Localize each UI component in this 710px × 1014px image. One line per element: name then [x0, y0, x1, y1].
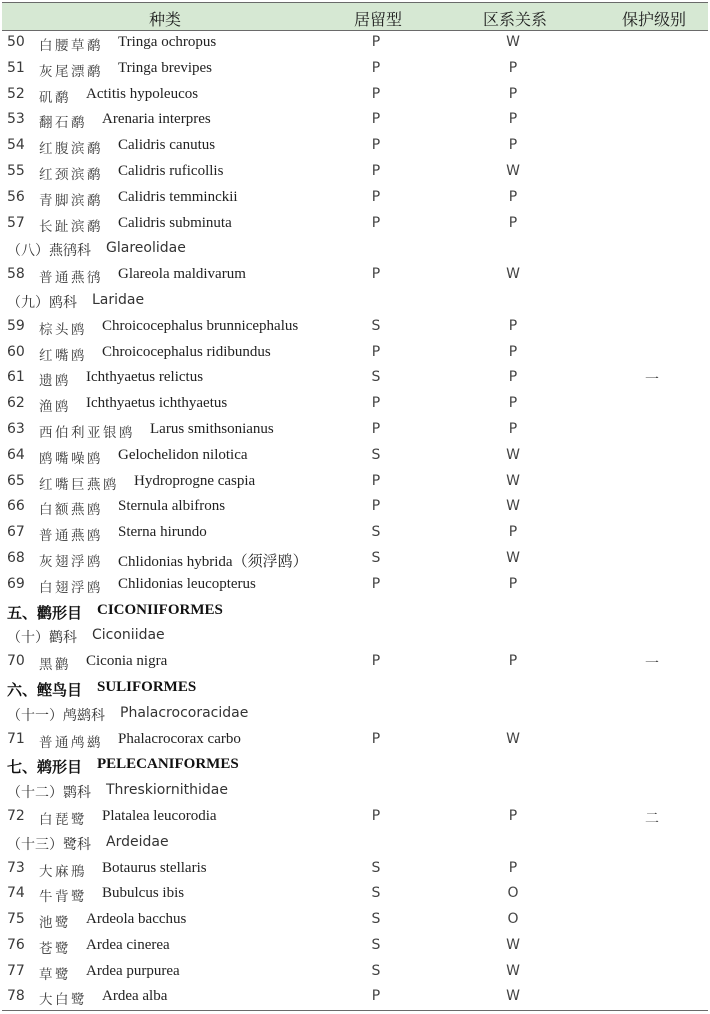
species-row — [0, 727, 710, 753]
species-number: 51 — [7, 59, 25, 76]
species-chinese-name: 红嘴巨燕鸥 — [39, 476, 119, 493]
species-number: 73 — [7, 859, 25, 876]
species-row — [0, 417, 710, 443]
species-number: 52 — [7, 85, 25, 102]
order-latin-name: CICONIIFORMES — [97, 601, 223, 618]
species-row — [0, 391, 710, 417]
species-scientific-name: Ardeola bacchus — [86, 911, 187, 928]
species-scientific-name: Ichthyaetus ichthyaetus — [86, 395, 228, 412]
protection-level: 一 — [645, 372, 659, 389]
species-scientific-name: Chroicocephalus brunnicephalus — [102, 317, 299, 334]
species-row — [0, 572, 710, 598]
residency-type: P — [371, 395, 381, 412]
region-relation: W — [506, 34, 520, 50]
species-scientific-name: Phalacrocorax carbo — [118, 730, 241, 747]
species-chinese-name: 白额燕鸥 — [39, 502, 103, 519]
species-row — [0, 30, 710, 56]
family-latin-name: Phalacrocoracidae — [120, 704, 249, 721]
species-row — [0, 959, 710, 985]
family-latin-name: Ciconiidae — [92, 627, 165, 644]
family-chinese-name: （八）燕鸻科 — [7, 243, 91, 260]
residency-type: S — [371, 524, 381, 541]
species-row — [0, 340, 710, 366]
residency-type: P — [371, 59, 381, 76]
species-scientific-name: Chlidonias leucopterus — [118, 575, 256, 592]
order-latin-name: PELECANIFORMES — [97, 756, 239, 773]
species-row — [0, 159, 710, 185]
species-number: 70 — [7, 653, 25, 670]
species-number: 58 — [7, 266, 25, 283]
species-chinese-name: 鸥嘴噪鸥 — [39, 450, 103, 467]
species-chinese-name: 黑鹳 — [39, 657, 71, 674]
species-chinese-name: 大麻鳽 — [39, 863, 87, 880]
family-chinese-name: （九）鸥科 — [7, 294, 77, 311]
protection-level: 一 — [645, 656, 659, 673]
species-chinese-name: 长趾滨鹬 — [39, 218, 103, 235]
species-chinese-name: 青脚滨鹬 — [39, 192, 103, 209]
region-relation: P — [508, 653, 518, 670]
residency-type: S — [371, 859, 381, 876]
species-row — [0, 133, 710, 159]
species-number: 75 — [7, 911, 25, 928]
family-row — [0, 288, 710, 314]
order-chinese-name: 五、鹳形目 — [7, 603, 83, 622]
species-row — [0, 365, 710, 391]
order-row — [0, 598, 710, 624]
species-chinese-name: 灰尾漂鹬 — [39, 63, 103, 80]
species-scientific-name: Arenaria interpres — [102, 111, 211, 128]
region-relation: W — [506, 446, 520, 463]
header-protection: 保护级别 — [621, 10, 687, 29]
species-row — [0, 984, 710, 1010]
header-residency: 居留型 — [353, 10, 403, 29]
residency-type: P — [371, 472, 381, 489]
species-row — [0, 933, 710, 959]
species-row — [0, 262, 710, 288]
order-chinese-name: 六、鲣鸟目 — [7, 680, 83, 699]
order-row — [0, 675, 710, 701]
table-bottom-rule — [2, 1010, 708, 1011]
region-relation: W — [506, 936, 520, 953]
species-number: 54 — [7, 137, 25, 154]
species-scientific-name: Ardea cinerea — [86, 936, 170, 953]
species-scientific-name: Ciconia nigra — [86, 653, 168, 670]
residency-type: P — [371, 420, 381, 437]
species-scientific-name: Ardea alba — [102, 988, 168, 1005]
species-scientific-name: Hydroprogne caspia — [134, 472, 256, 489]
family-row — [0, 236, 710, 262]
family-latin-name: Laridae — [92, 291, 145, 308]
species-scientific-name: Ichthyaetus relictus — [86, 369, 204, 386]
region-relation: P — [508, 137, 518, 154]
table-header — [2, 2, 708, 31]
region-relation: P — [508, 369, 518, 386]
residency-type: P — [371, 653, 381, 670]
species-row — [0, 856, 710, 882]
species-number: 78 — [7, 988, 25, 1005]
residency-type: P — [371, 85, 381, 102]
species-number: 62 — [7, 395, 25, 412]
species-chinese-name: 普通鸬鹚 — [39, 734, 103, 751]
region-relation: P — [508, 575, 518, 592]
family-chinese-name: （十一）鸬鹚科 — [7, 707, 105, 724]
species-chinese-name: 红嘴鸥 — [39, 347, 87, 364]
species-scientific-name: Calidris subminuta — [118, 214, 232, 231]
species-scientific-name: Sternula albifrons — [118, 498, 226, 515]
family-latin-name: Ardeidae — [106, 833, 169, 850]
species-chinese-name: 红腹滨鹬 — [39, 141, 103, 158]
species-row — [0, 56, 710, 82]
residency-type: P — [371, 188, 381, 205]
header-species: 种类 — [148, 10, 182, 29]
region-relation: P — [508, 111, 518, 128]
species-number: 67 — [7, 524, 25, 541]
region-relation: W — [506, 266, 520, 283]
region-relation: P — [508, 214, 518, 231]
header-region: 区系关系 — [482, 10, 548, 29]
species-scientific-name: Tringa brevipes — [118, 59, 213, 76]
species-chinese-name: 白腰草鹬 — [39, 38, 103, 54]
species-number: 50 — [7, 34, 25, 50]
species-scientific-name: Bubulcus ibis — [102, 885, 185, 902]
species-chinese-name: 苍鹭 — [39, 940, 71, 957]
species-scientific-name: Larus smithsonianus — [150, 420, 274, 437]
family-chinese-name: （十三）鹭科 — [7, 836, 91, 853]
species-chinese-name: 西伯利亚银鸥 — [39, 424, 135, 441]
region-relation: W — [506, 962, 520, 979]
region-relation: O — [507, 911, 519, 928]
residency-type: P — [371, 111, 381, 128]
species-scientific-name: Gelochelidon nilotica — [118, 446, 248, 463]
species-scientific-name: Chlidonias hybrida（须浮鸥） — [118, 553, 308, 570]
region-relation: P — [508, 59, 518, 76]
family-latin-name: Threskiornithidae — [106, 782, 228, 799]
residency-type: P — [371, 266, 381, 283]
species-row — [0, 82, 710, 108]
species-number: 57 — [7, 214, 25, 231]
residency-type: P — [371, 34, 381, 50]
region-relation: P — [508, 524, 518, 541]
species-scientific-name: Platalea leucorodia — [102, 807, 217, 824]
species-scientific-name: Botaurus stellaris — [102, 859, 207, 876]
species-number: 76 — [7, 936, 25, 953]
species-number: 72 — [7, 807, 25, 824]
residency-type: S — [371, 885, 381, 902]
region-relation: P — [508, 188, 518, 205]
family-row — [0, 778, 710, 804]
residency-type: S — [371, 446, 381, 463]
species-chinese-name: 普通燕鸻 — [39, 270, 103, 287]
species-chinese-name: 白翅浮鸥 — [39, 579, 103, 596]
residency-type: P — [371, 807, 381, 824]
species-number: 61 — [7, 369, 25, 386]
table-body — [0, 30, 710, 1010]
family-chinese-name: （十）鹳科 — [7, 630, 77, 647]
family-latin-name: Glareolidae — [106, 240, 186, 257]
species-number: 65 — [7, 472, 25, 489]
species-chinese-name: 牛背鹭 — [39, 889, 87, 906]
species-scientific-name: Chroicocephalus ridibundus — [102, 343, 271, 360]
species-chinese-name: 池鹭 — [39, 915, 71, 932]
species-number: 60 — [7, 343, 25, 360]
species-row — [0, 907, 710, 933]
species-row — [0, 546, 710, 572]
species-chinese-name: 灰翅浮鸥 — [39, 553, 103, 570]
species-number: 59 — [7, 317, 25, 334]
region-relation: P — [508, 807, 518, 824]
residency-type: P — [371, 498, 381, 515]
order-latin-name: SULIFORMES — [97, 678, 197, 695]
region-relation: P — [508, 420, 518, 437]
species-chinese-name: 遗鸥 — [39, 373, 71, 390]
species-row — [0, 314, 710, 340]
species-scientific-name: Calidris ruficollis — [118, 162, 224, 179]
region-relation: W — [506, 549, 520, 566]
species-chinese-name: 大白鹭 — [39, 992, 87, 1009]
species-chinese-name: 翻石鹬 — [39, 115, 87, 132]
family-row — [0, 830, 710, 856]
residency-type: P — [371, 343, 381, 360]
region-relation: W — [506, 472, 520, 489]
region-relation: W — [506, 988, 520, 1005]
residency-type: P — [371, 137, 381, 154]
species-number: 64 — [7, 446, 25, 463]
order-chinese-name: 七、鹈形目 — [7, 758, 83, 777]
region-relation: W — [506, 162, 520, 179]
residency-type: S — [371, 962, 381, 979]
region-relation: W — [506, 498, 520, 515]
residency-type: S — [371, 549, 381, 566]
species-row — [0, 649, 710, 675]
species-row — [0, 520, 710, 546]
region-relation: P — [508, 859, 518, 876]
species-chinese-name: 矶鹬 — [39, 89, 71, 106]
residency-type: S — [371, 317, 381, 334]
species-number: 71 — [7, 730, 25, 747]
family-chinese-name: （十二）鹮科 — [7, 785, 91, 802]
residency-type: P — [371, 988, 381, 1005]
region-relation: P — [508, 85, 518, 102]
family-row — [0, 623, 710, 649]
species-chinese-name: 棕头鸥 — [39, 321, 87, 338]
species-row — [0, 443, 710, 469]
species-row — [0, 185, 710, 211]
species-scientific-name: Sterna hirundo — [118, 524, 207, 541]
species-number: 63 — [7, 420, 25, 437]
species-row — [0, 494, 710, 520]
species-chinese-name: 渔鸥 — [39, 399, 71, 416]
order-row — [0, 752, 710, 778]
residency-type: P — [371, 730, 381, 747]
region-relation: O — [507, 885, 519, 902]
region-relation: P — [508, 317, 518, 334]
residency-type: P — [371, 162, 381, 179]
species-chinese-name: 普通燕鸥 — [39, 528, 103, 545]
species-number: 74 — [7, 885, 25, 902]
species-chinese-name: 白琵鹭 — [39, 811, 87, 828]
species-number: 66 — [7, 498, 25, 515]
species-number: 69 — [7, 575, 25, 592]
species-scientific-name: Tringa ochropus — [118, 34, 217, 50]
region-relation: P — [508, 395, 518, 412]
species-row — [0, 469, 710, 495]
species-number: 68 — [7, 549, 25, 566]
residency-type: S — [371, 936, 381, 953]
species-row — [0, 881, 710, 907]
species-chinese-name: 红颈滨鹬 — [39, 166, 103, 183]
species-row — [0, 107, 710, 133]
species-scientific-name: Ardea purpurea — [86, 962, 180, 979]
species-scientific-name: Calidris temminckii — [118, 188, 238, 205]
residency-type: P — [371, 214, 381, 231]
species-number: 55 — [7, 162, 25, 179]
residency-type: S — [371, 911, 381, 928]
residency-type: P — [371, 575, 381, 592]
species-number: 53 — [7, 111, 25, 128]
residency-type: S — [371, 369, 381, 386]
species-scientific-name: Calidris canutus — [118, 137, 216, 154]
species-row — [0, 211, 710, 237]
species-number: 56 — [7, 188, 25, 205]
region-relation: W — [506, 730, 520, 747]
species-chinese-name: 草鹭 — [39, 966, 71, 983]
family-row — [0, 701, 710, 727]
protection-level: 二 — [645, 810, 659, 827]
region-relation: P — [508, 343, 518, 360]
species-scientific-name: Actitis hypoleucos — [86, 85, 199, 102]
species-scientific-name: Glareola maldivarum — [118, 266, 246, 283]
species-number: 77 — [7, 962, 25, 979]
species-row — [0, 804, 710, 830]
